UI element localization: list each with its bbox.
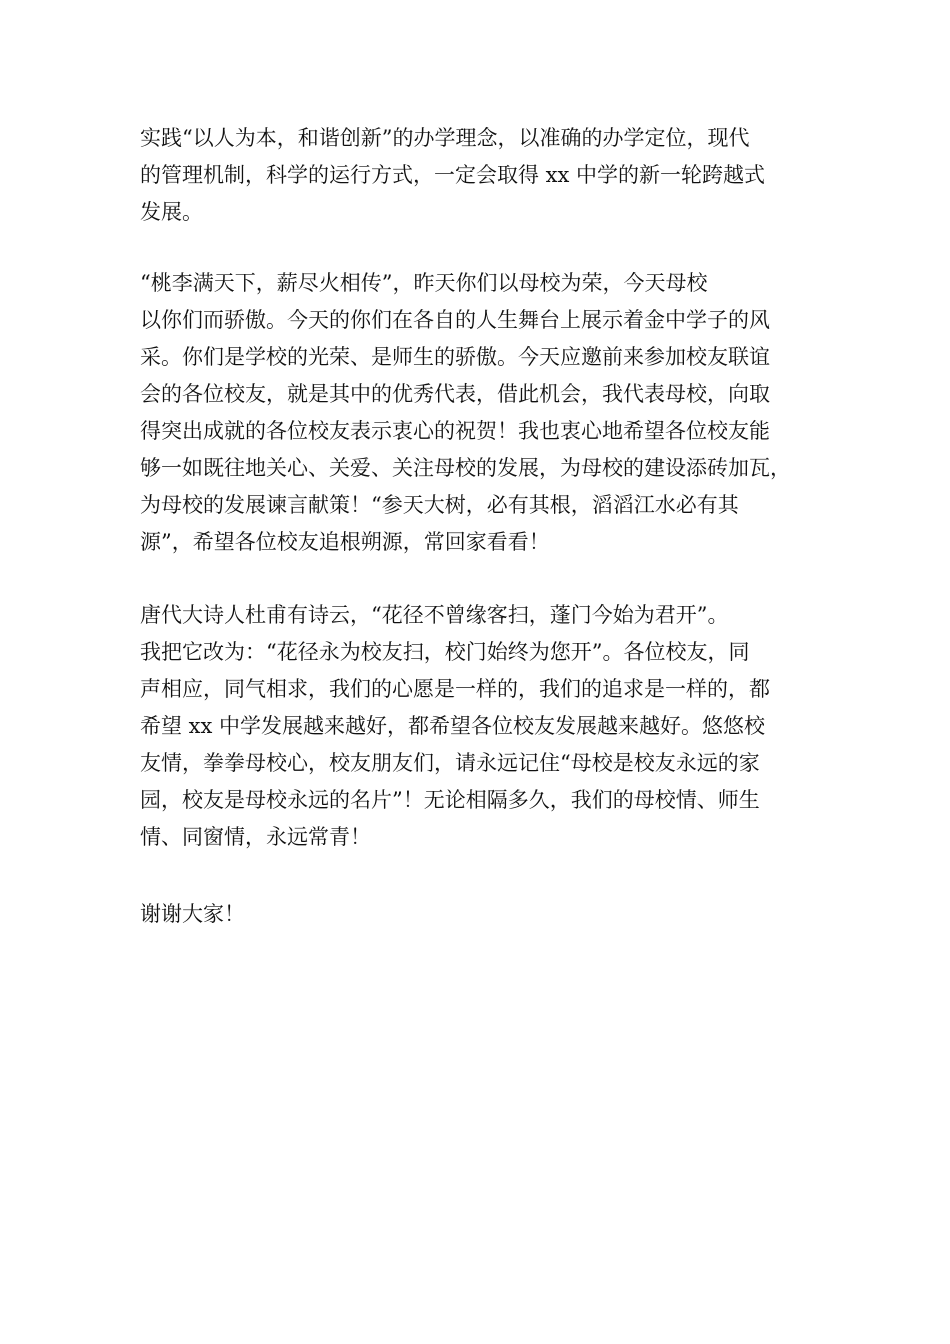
paragraph-2: “桃李满天下，薪尽火相传”，昨天你们以母校为荣，今天母校 以你们而骄傲。今天的你们在各自的人生舞台上展示着金中学子的风 采。你们是学校的光荣、是师生的骄傲。今天应邀前来参加校友联谊 会的各位校友，就是其中的优秀代表，借此机会，我代表母校，向取 得突出成就的各位校友表示衷心的祝贺！我也衷心地希望各位校友能 够一如既往地关心、关爱、关注母校的发展，为母校的建设添砖加瓦， 为母校的发展谏言献策！“参天大树，必有其根，滔滔江水必有其 源”，希望各位校友追根朔源，常回家看看！: [140, 271, 791, 554]
paragraph-3: 唐代大诗人杜甫有诗云，“花径不曾缘客扫，蓬门今始为君开”。 我把它改为：“花径永为校友扫，校门始终为您开”。各位校友，同 声相应，同气相求，我们的心愿是一样的，我们的追求是一样的，都 希望 xx 中学发展越来越好，都希望各位校友发展越来越好。悠悠校 友情，拳拳母校心，校友朋友们，请永远记住“母校是校友永远的家 园，校友是母校永远的名片”！无论相隔多久，我们的母校情、师生 情、同窗情，永远常青！: [140, 603, 770, 849]
closing-thanks: 谢谢大家！: [140, 902, 245, 926]
paragraph-1: 实践“以人为本，和谐创新”的办学理念，以准确的办学定位，现代 的管理机制，科学的运行方式，一定会取得 xx 中学的新一轮跨越式 发展。: [140, 126, 766, 224]
